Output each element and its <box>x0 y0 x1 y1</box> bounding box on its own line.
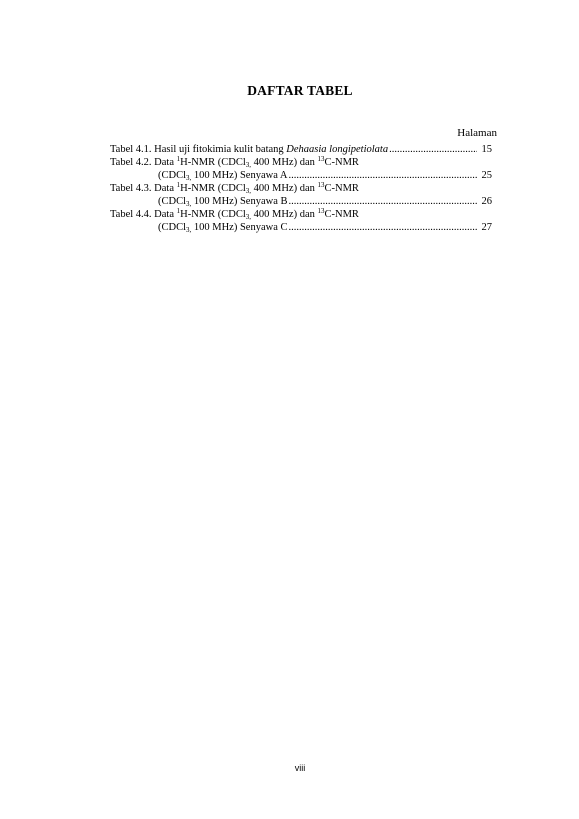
page-ref: 27 <box>481 222 492 233</box>
page-ref: 26 <box>481 196 492 207</box>
entry-text: Tabel 4.1. Hasil uji fitokimia kulit batang Dehaasia longipetiolata <box>110 144 389 155</box>
page-title: DAFTAR TABEL <box>247 83 353 98</box>
toc-entry-4-2[interactable] <box>110 156 492 182</box>
entry-text: Tabel 4.4. Data $^1$H-NMR (CDCl$_{3,}$ 400 MHz) dan $^{13}$C-NMR <box>110 207 359 221</box>
toc-entry-4-3[interactable] <box>110 182 492 208</box>
dot-leader <box>289 221 478 234</box>
entry-text-cont: (CDCl$_{3,}$ 100 MHz) Senyawa B <box>158 196 288 208</box>
page-ref: 15 <box>481 144 492 155</box>
dot-leader <box>389 143 477 156</box>
toc-entry-4-4[interactable] <box>110 208 492 234</box>
entry-text: Tabel 4.3. Data $^1$H-NMR (CDCl$_{3,}$ 400 MHz) dan $^{13}$C-NMR <box>110 181 359 195</box>
halaman-label: Halaman <box>457 127 497 139</box>
page-ref: 25 <box>481 170 492 181</box>
entry-text-cont: (CDCl$_{3,}$ 100 MHz) Senyawa C <box>158 222 288 234</box>
toc-entry-4-1[interactable] <box>110 143 492 156</box>
page-number: viii <box>294 763 306 773</box>
entry-text-cont: (CDCl$_{3,}$ 100 MHz) Senyawa A <box>158 170 288 182</box>
entry-text: Tabel 4.2. Data $^1$H-NMR (CDCl$_{3,}$ 400 MHz) dan $^{13}$C-NMR <box>110 155 359 169</box>
